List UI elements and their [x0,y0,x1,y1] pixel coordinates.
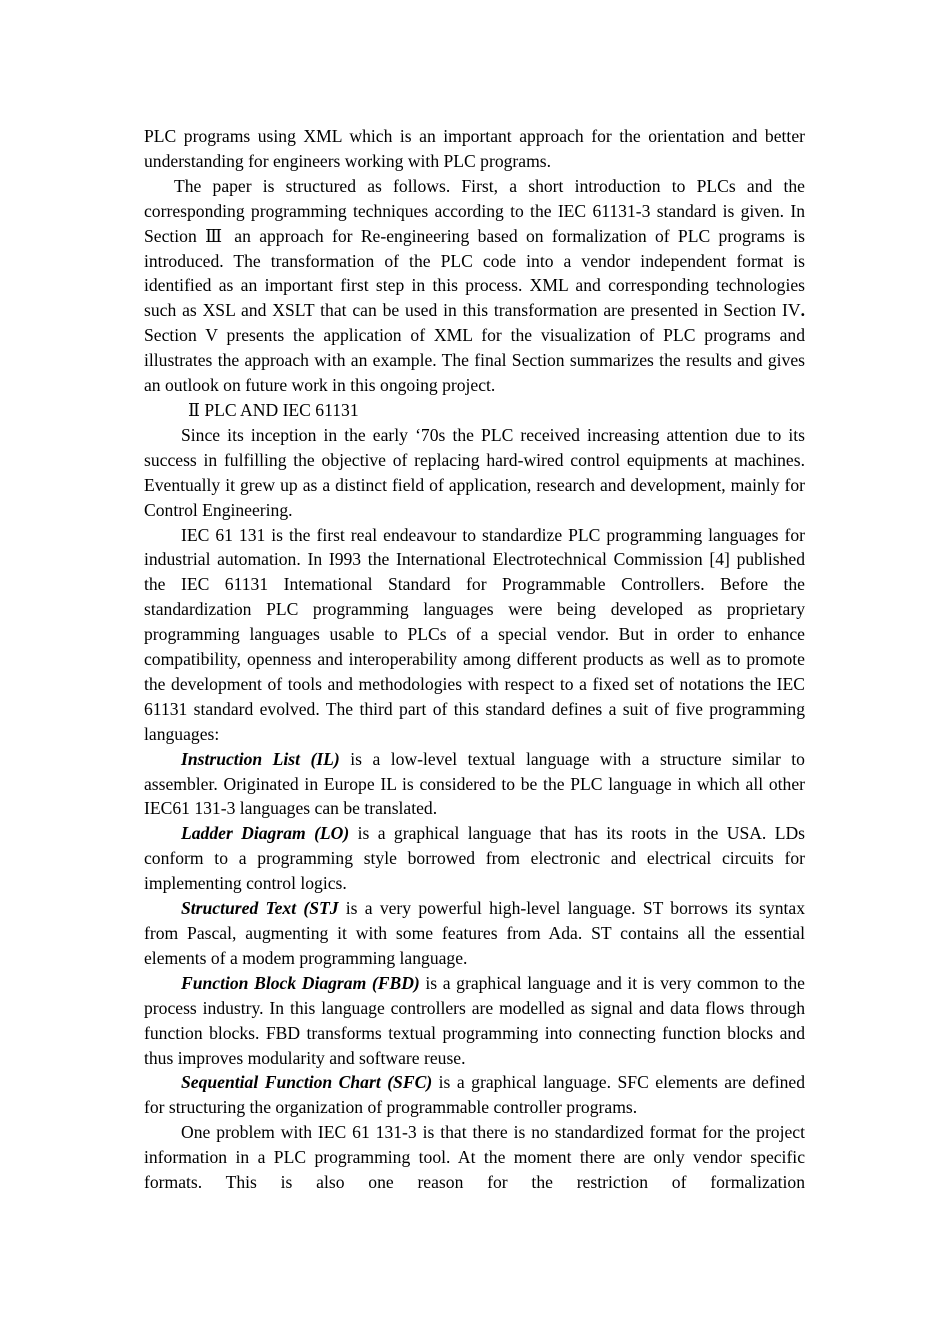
section-heading: Ⅱ PLC AND IEC 61131 [188,399,359,420]
paragraph-structure [144,174,805,398]
language-description: is a very powerful high-level language. ST borrows its syntax from Pascal, augmenting it with some features from Ada. ST contains all the essential elements of a modem programming language. [144,898,805,968]
language-term: Ladder Diagram (LO) [181,823,350,844]
language-item-st [144,896,805,971]
paragraph-plc-history: Since its inception in the early ‘70s the PLC received increasing attention due to its success in fulfilling the objective of replacing hard-wired control equipments at machines. Eventually it grew up as a distinct field of application, research and development, mainly for Control Engineering. [144,424,805,520]
language-description: is a graphical language and it is very common to the process industry. In this language controllers are modelled as signal and data flows through function blocks. FBD transforms textual programming into connecting function blocks and thus improves modularity and software reuse. [144,972,805,1068]
paragraph-structure-text-2: Section V presents the application of XML for the visualization of PLC programs and illustrates the approach with an example. The final Section summarizes the results and gives an outlook on future work in this ongoing project. [144,325,805,396]
language-item-il [144,747,805,822]
language-description: is a low-level textual language with a structure similar to assembler. Originated in Europe IL is considered to be the PLC language in which all other IEC61 131-3 languages can be translated. [144,748,805,819]
language-term: Instruction List (IL) [181,748,340,769]
paragraph-iec-standard: IEC 61 131 is the first real endeavour to standardize PLC programming languages for industrial automation. In I993 the International Electrotechnical Commission [4] published the IEC 61131 Intemational Standard for Programmable Controllers. Before the standardization PLC programming languages were being developed as proprietary programming languages usable to PLCs of a special vendor. But in order to enhance compatibility, openness and interoperability among different products as well as to promote the development of tools and methodologies with respect to a fixed set of notations the IEC 61131 standard evolved. The third part of this standard defines a suit of five programming languages: [144,524,805,744]
document-page [144,124,805,1195]
language-description: is a graphical language. SFC elements are defined for structuring the organization of programmable controller programs. [144,1072,806,1118]
language-description: is a graphical language that has its roots in the USA. LDs conform to a programming style borrowed from electronic and electrical circuits for implementing control logics. [144,823,806,894]
language-term: Function Block Diagram (FBD) [181,972,420,993]
paragraph-intro-continued: PLC programs using XML which is an important approach for the orientation and better understanding for engineers working with PLC programs. [144,126,805,171]
language-item-sfc [144,1070,805,1120]
language-term: Structured Text (STJ [181,898,339,919]
language-item-fbd [144,971,805,1071]
paragraph-structure-text-1: The paper is structured as follows. First, a short introduction to PLCs and the corresponding programming techniques according to the IEC 61131-3 standard is given. In Section Ⅲ an approach for Re-engineering based on formalization of PLC programs is introduced. The transformation of the PLC code into a vendor independent format is identified as an important first step in this process. XML and corresponding technologies such as XSL and XSLT that can be used in this transformation are presented in Section IV [144,175,805,321]
paragraph-structure-period: . [800,300,805,321]
paragraph-format-problem: One problem with IEC 61 131-3 is that there is no standardized format for the project information in a PLC programming tool. At the moment there are only vendor specific formats. This is also one reason for the restriction of formalization [144,1122,805,1193]
language-term: Sequential Function Chart (SFC) [181,1072,433,1093]
language-item-ld [144,821,805,896]
